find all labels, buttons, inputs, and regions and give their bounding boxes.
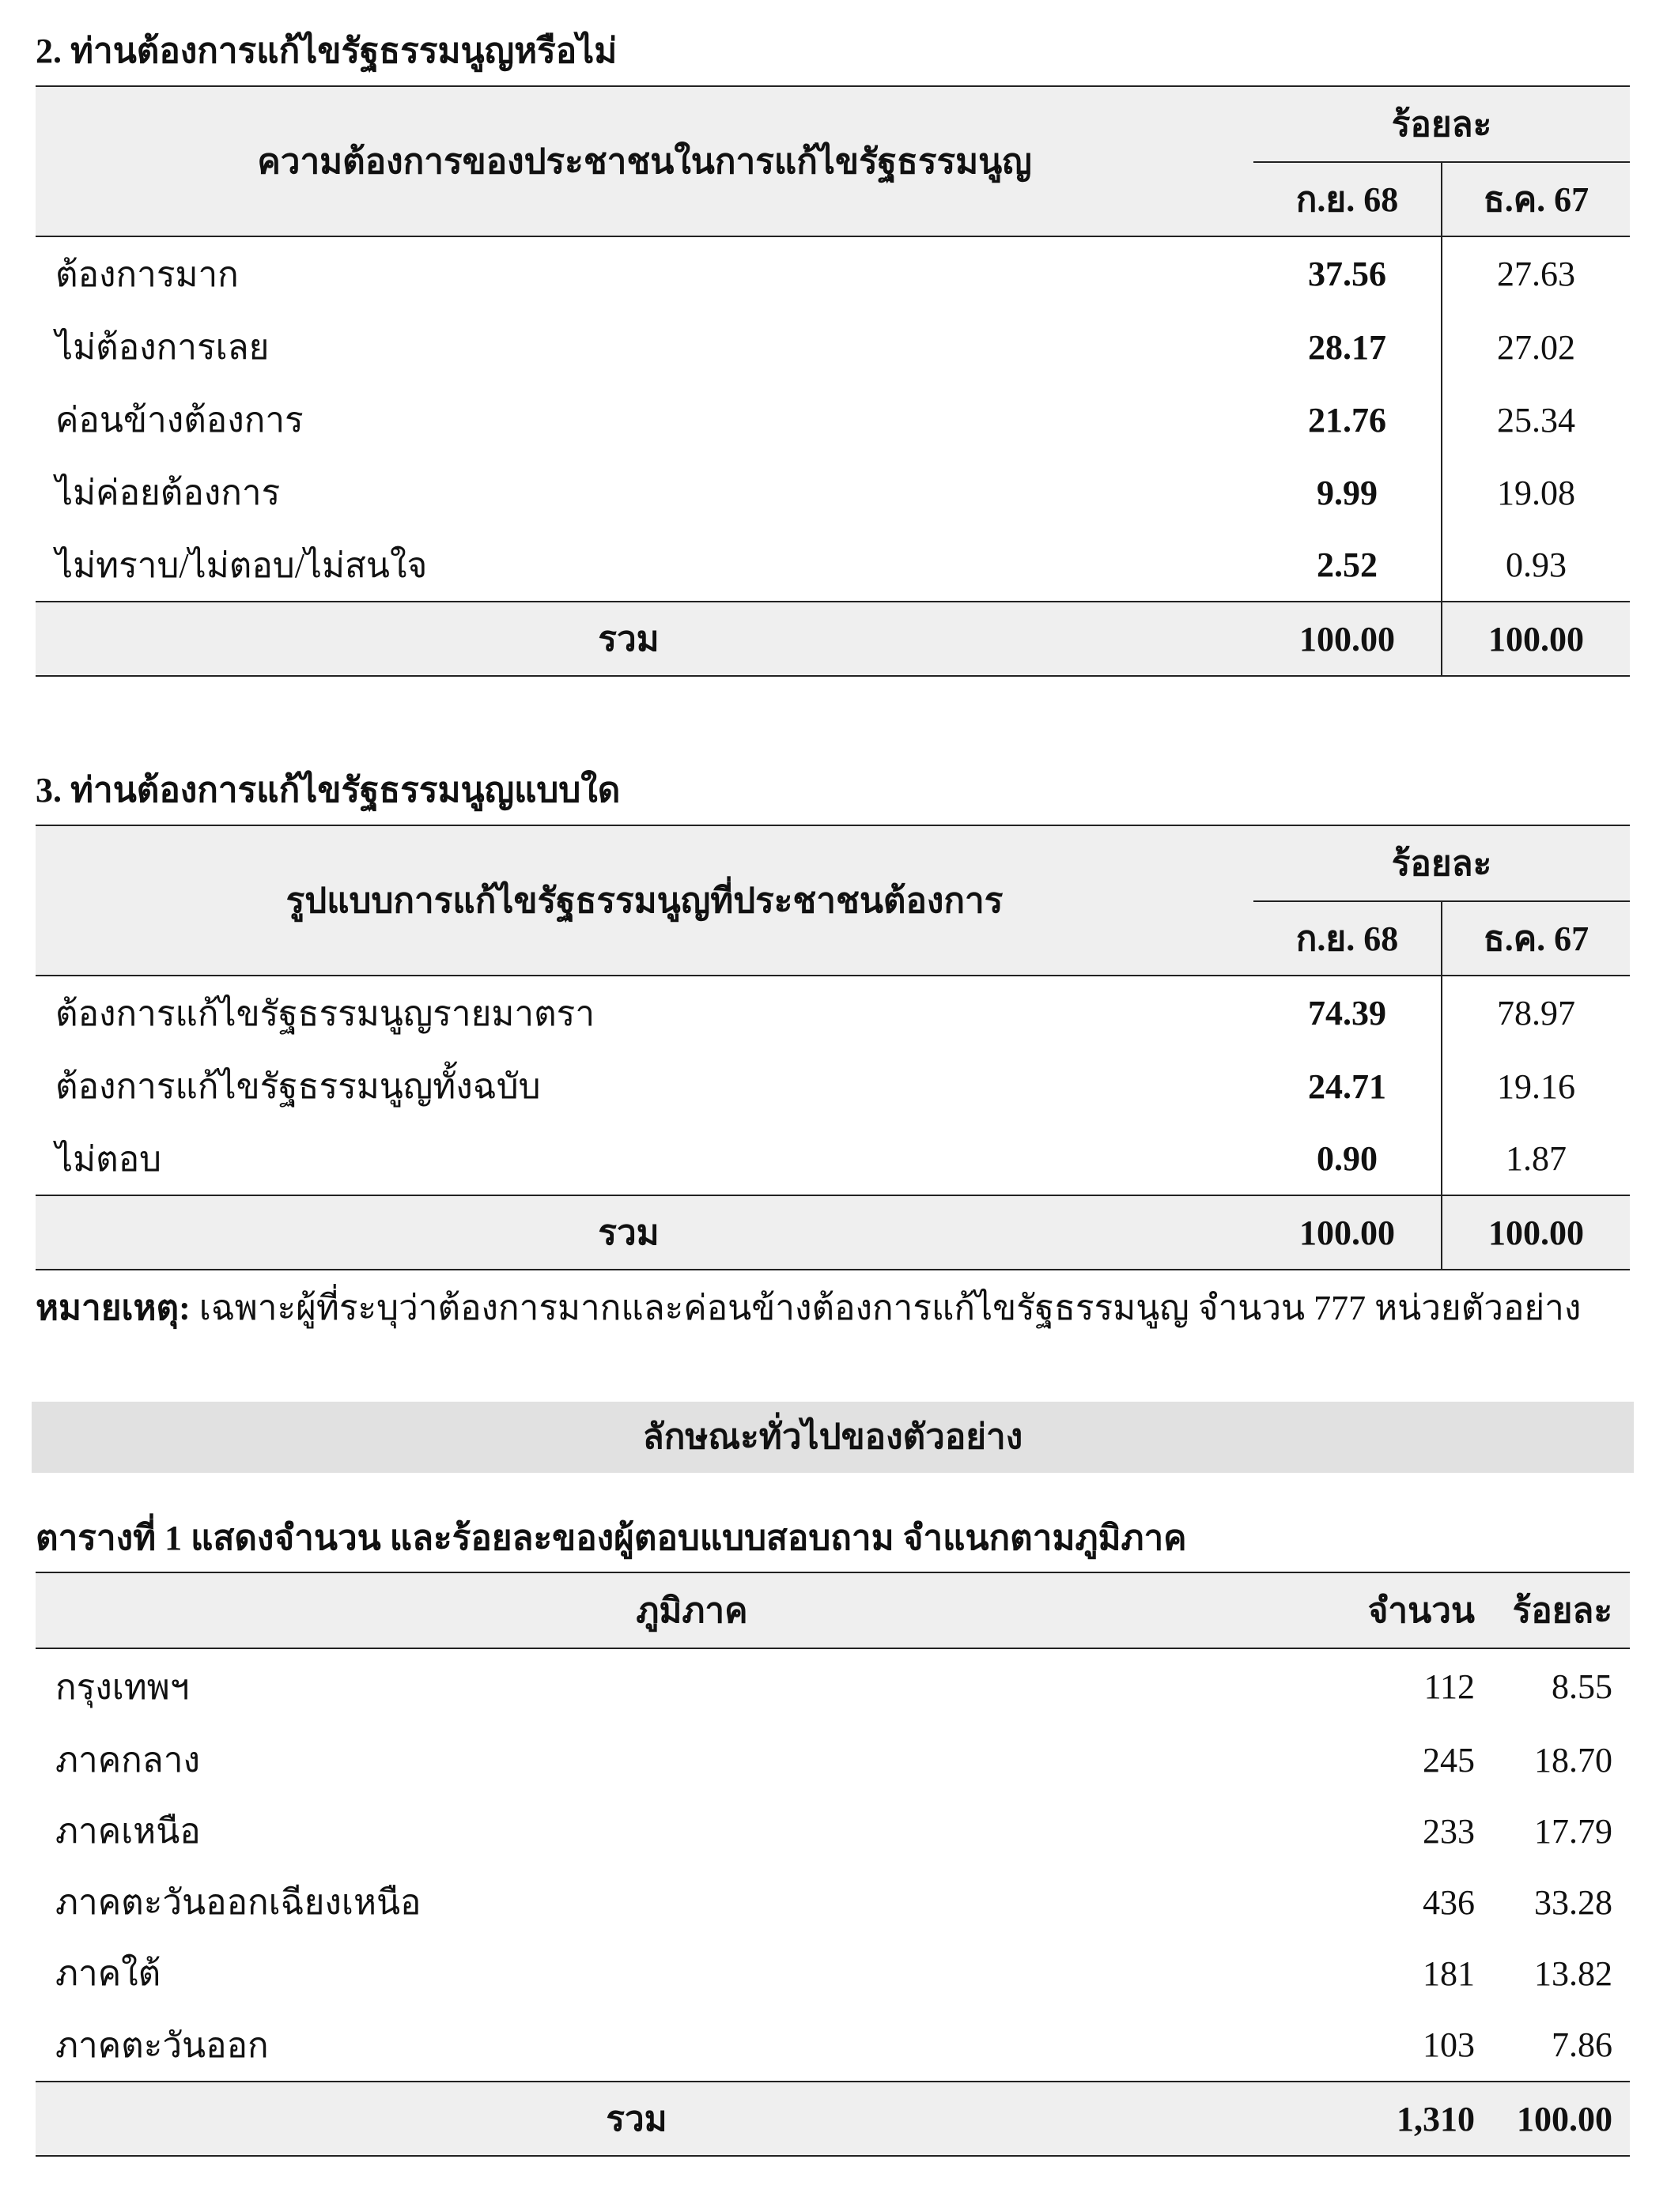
total-row [36, 602, 1630, 676]
row-label: ค่อนข้างต้องการ [55, 401, 304, 440]
region-count: 436 [1423, 1882, 1475, 1922]
pct-col-header: ร้อยละ [1475, 1572, 1630, 1648]
table-row [36, 1724, 1630, 1795]
q2-col-header: ความต้องการของประชาชนในการแก้ไขรัฐธรรมนูญ [36, 86, 1253, 236]
q3-col-header: รูปแบบการแก้ไขรัฐธรรมนูญที่ประชาชนต้องการ [36, 825, 1253, 976]
value-b: 27.63 [1442, 236, 1630, 311]
row-label: ต้องการแก้ไขรัฐธรรมนูญรายมาตรา [55, 994, 595, 1033]
region-col-header: ภูมิภาค [36, 1572, 1348, 1648]
total-b: 100.00 [1442, 1195, 1630, 1270]
value-b: 1.87 [1442, 1123, 1630, 1195]
region-label: ภาคตะวันออกเฉียงเหนือ [55, 1883, 421, 1922]
total-a: 100.00 [1253, 1195, 1442, 1270]
table-row [36, 236, 1630, 311]
value-b: 0.93 [1442, 529, 1630, 602]
q2-col-a: ก.ย. 68 [1253, 162, 1442, 236]
value-a: 21.76 [1308, 400, 1386, 440]
total-label: รวม [36, 602, 1253, 676]
row-label: ไม่ทราบ/ไม่ตอบ/ไม่สนใจ [55, 545, 428, 585]
region-label: ภาคเหนือ [55, 1812, 201, 1851]
row-label: ไม่ค่อยต้องการ [55, 474, 281, 512]
value-a: 9.99 [1317, 473, 1378, 512]
table-row [36, 1648, 1630, 1724]
region-count: 233 [1423, 1811, 1475, 1851]
q2-group-header: ร้อยละ [1253, 86, 1630, 162]
q2-heading: 2. ท่านต้องการแก้ไขรัฐธรรมนูญหรือไม่ [36, 32, 618, 70]
value-a: 0.90 [1317, 1139, 1378, 1178]
count-col-header: จำนวน [1348, 1572, 1475, 1648]
total-label: รวม [36, 2082, 1348, 2156]
table-row [36, 1123, 1630, 1195]
region-pct: 13.82 [1534, 1953, 1612, 1993]
q3-group-header: ร้อยละ [1253, 825, 1630, 901]
section-title: ลักษณะทั่วไปของตัวอย่าง [32, 1402, 1634, 1473]
total-row [36, 1195, 1630, 1270]
table-row [36, 529, 1630, 602]
row-label: ไม่ตอบ [55, 1139, 162, 1179]
value-b: 19.16 [1442, 1050, 1630, 1123]
row-label: ต้องการมาก [55, 255, 239, 294]
region-pct: 33.28 [1534, 1882, 1612, 1922]
value-a: 74.39 [1308, 994, 1386, 1032]
table-row [36, 1795, 1630, 1867]
region-count: 245 [1423, 1740, 1475, 1780]
total-count: 1,310 [1348, 2082, 1475, 2156]
row-label: ไม่ต้องการเลย [55, 328, 270, 367]
region-count: 112 [1423, 1667, 1475, 1706]
value-a: 24.71 [1308, 1066, 1386, 1106]
total-label: รวม [36, 1195, 1253, 1270]
table-row [36, 976, 1630, 1050]
table-row [36, 383, 1630, 456]
table-row [36, 1050, 1630, 1123]
value-b: 78.97 [1442, 976, 1630, 1050]
table-row [36, 1867, 1630, 1938]
footnote-text: เฉพาะผู้ที่ระบุว่าต้องการมากและค่อนข้างต้องการแก้ไขรัฐธรรมนูญ จำนวน 777 หน่วยตัวอย่าง [190, 1289, 1582, 1327]
region-pct: 18.70 [1534, 1740, 1612, 1780]
region-label: กรุงเทพฯ [55, 1667, 190, 1707]
q2-table [36, 85, 1630, 677]
value-a: 37.56 [1308, 255, 1386, 293]
table-row [36, 456, 1630, 529]
region-label: ภาคตะวันออก [55, 2025, 269, 2065]
value-b: 25.34 [1442, 383, 1630, 456]
q3-table [36, 825, 1630, 1270]
value-a: 28.17 [1308, 327, 1386, 367]
table1-heading: ตารางที่ 1 แสดงจำนวน และร้อยละของผู้ตอบแบบสอบถาม จำแนกตามภูมิภาค [36, 1519, 1187, 1557]
region-table [36, 1572, 1630, 2157]
region-count: 103 [1423, 2025, 1475, 2064]
footnote [36, 1285, 1581, 1332]
region-pct: 7.86 [1552, 2025, 1612, 2064]
region-label: ภาคใต้ [55, 1954, 161, 1993]
total-b: 100.00 [1442, 602, 1630, 676]
total-row [36, 2082, 1630, 2156]
value-b: 19.08 [1442, 456, 1630, 529]
q3-heading: 3. ท่านต้องการแก้ไขรัฐธรรมนูญแบบใด [36, 771, 621, 810]
total-a: 100.00 [1253, 602, 1442, 676]
table-row [36, 2009, 1630, 2082]
footnote-label: หมายเหตุ: [36, 1289, 191, 1327]
table-row [36, 311, 1630, 383]
q3-col-a: ก.ย. 68 [1253, 901, 1442, 976]
row-label: ต้องการแก้ไขรัฐธรรมนูญทั้งฉบับ [55, 1067, 541, 1106]
q3-col-b: ธ.ค. 67 [1442, 901, 1630, 976]
q2-col-b: ธ.ค. 67 [1442, 162, 1630, 236]
value-a: 2.52 [1317, 545, 1378, 584]
region-count: 181 [1423, 1953, 1475, 1993]
table-row [36, 1938, 1630, 2009]
region-pct: 8.55 [1552, 1667, 1612, 1706]
value-b: 27.02 [1442, 311, 1630, 383]
region-pct: 17.79 [1534, 1811, 1612, 1851]
total-pct: 100.00 [1475, 2082, 1630, 2156]
region-label: ภาคกลาง [55, 1741, 200, 1780]
